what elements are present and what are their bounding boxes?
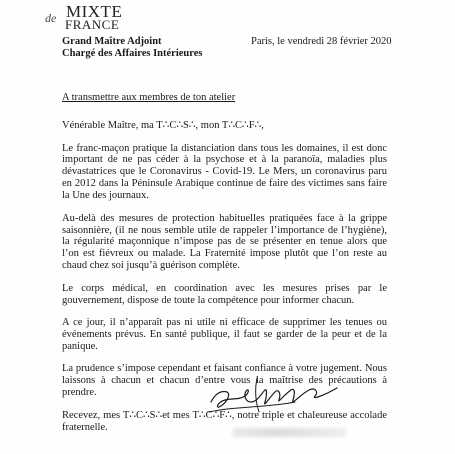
body-paragraph: Au-delà des mesures de protection habituelles pratiquées face à la grippe saisonnière, (il ne nous semble utile de rappeler l’importance de l’hygiène), la régularité maçonnique n’impose pas de se présenter en tenue alors que l’on est fiévreux ou malade. La Fraternité impose plutôt que l’on reste au chaud chez soi jusqu’à guérison complète. bbox=[62, 212, 387, 272]
body-paragraph: Le corps médical, en coordination avec les mesures prises par le gouvernement, dispose de toute la compétence pour informer chacun. bbox=[62, 282, 387, 306]
body-paragraph: Le franc-maçon pratique la distanciation dans tous les domaines, il est donc important de ne pas céder à la psychose et à la paranoïa, maladies plus dévastatrices que le Coronavirus - Covid-19. Le Mers, un coronavirus paru en 2012 dans la Péninsule Arabique continue de faire des victimes sans faire la Une des journaux. bbox=[62, 142, 387, 202]
organization-logo bbox=[14, 2, 124, 32]
letter-date: Paris, le vendredi 28 février 2020 bbox=[251, 36, 392, 47]
body-paragraph: A ce jour, il n’apparaît pas ni utile ni efficace de supprimer les tenues ou événements prévus. En santé publique, il faut se garder de la peur et de la panique. bbox=[62, 317, 387, 352]
logo-prefix: de bbox=[45, 11, 57, 25]
sender-block bbox=[62, 36, 202, 60]
logo-line-1: MIXTE bbox=[66, 2, 123, 21]
handwritten-signature bbox=[205, 372, 345, 422]
logo-line-2: FRANCE bbox=[65, 17, 120, 32]
greeting: Vénérable Maître, ma T∴C∴S∴, mon T∴C∴F∴, bbox=[62, 120, 264, 131]
redacted-signatory-name bbox=[232, 428, 347, 437]
closing: Recevez, mes T∴C∴S∴et mes T∴C∴F∴, notre triple et chaleureuse accolade fraternelle. bbox=[62, 409, 387, 433]
sender-title: Grand Maître Adjoint bbox=[62, 36, 162, 47]
body-paragraph: La prudence s’impose cependant et faisant confiance à votre jugement. Nous laissons à chacun et chacun d’entre vous la maîtrise des précautions à prendre. bbox=[62, 363, 387, 399]
sender-department: Chargé des Affaires Intérieures bbox=[62, 48, 203, 59]
letter-subject: A transmettre aux membres de ton atelier bbox=[62, 92, 236, 103]
